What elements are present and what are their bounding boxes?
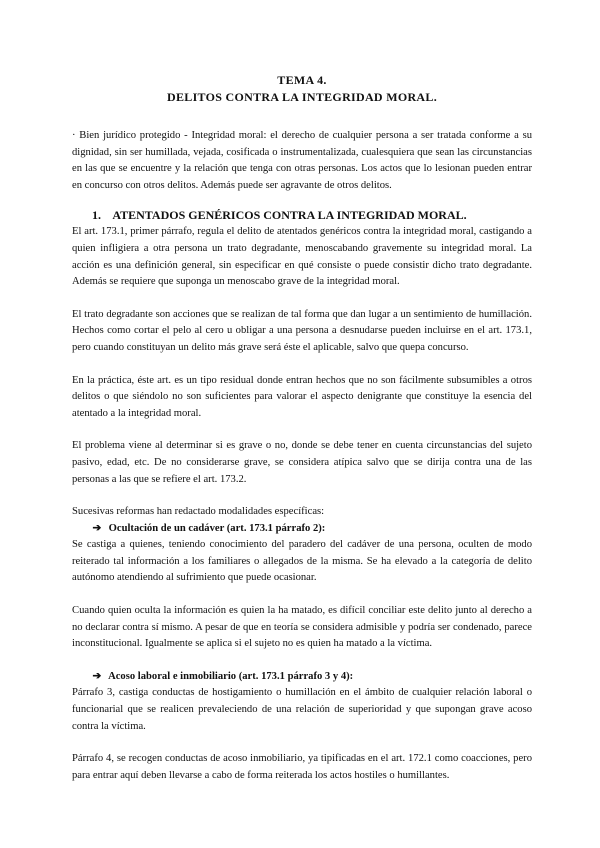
subsection-heading: [72, 669, 532, 686]
page-title: DELITOS CONTRA LA INTEGRIDAD MORAL.: [167, 90, 437, 104]
section-heading: [72, 206, 532, 224]
intro-paragraph: · Bien jurídico protegido - Integridad moral: el derecho de cualquier persona a ser tratada conforme a su dignidad, sin ser humillada, vejada, cosificada o instrumentalizada, cualesquiera que sean las circunstancias en las que se encuentre y la relación que tenga con otras personas. Los actos que lo lesionan pueden entrar en concurso con otros delitos. Además puede ser agravante de otros delitos.: [72, 130, 532, 191]
paragraph: Párrafo 3, castiga conductas de hostigamiento o humillación en el ámbito de cualquier relación laboral o funcionarial que se realicen prevaleciendo de una relación de superioridad y que supongan grave acoso contra la víctima.: [72, 687, 532, 732]
paragraph: Sucesivas reformas han redactado modalidades específicas:: [72, 506, 325, 518]
subsection-title: Ocultación de un cadáver (art. 173.1 párrafo 2):: [108, 522, 326, 534]
paragraph: Se castiga a quienes, teniendo conocimiento del paradero del cadáver de una persona, oculten de modo reiterado tal información a los familiares o allegados de la misma. Se ha elevado a la categoría de delito autónomo atendiendo al sufrimiento que puede ocasionar.: [72, 539, 532, 584]
subsection-heading: [72, 521, 532, 538]
title-block: [72, 72, 532, 106]
paragraph: El trato degradante son acciones que se realizan de tal forma que dan lugar a un sentimiento de humillación. Hechos como cortar el pelo al cero u obligar a una persona a desnudarse pueden incluirse en el art. 173.1, pero cuando constituyan un delito más grave será éste el aplicable, salvo que quepa concurso.: [72, 308, 532, 353]
section-title: ATENTADOS GENÉRICOS CONTRA LA INTEGRIDAD MORAL.: [112, 208, 467, 223]
paragraph: Párrafo 4, se recogen conductas de acoso inmobiliario, ya tipificadas en el art. 172.1 como coacciones, pero para entrar aquí deben llevarse a cabo de forma reiterada los actos hostiles o humillantes.: [72, 753, 532, 781]
subsection-title: Acoso laboral e inmobiliario (art. 173.1 párrafo 3 y 4):: [108, 670, 354, 682]
paragraph: El art. 173.1, primer párrafo, regula el delito de atentados genéricos contra la integridad moral, castigando a quien infligiera a otra persona un trato degradante, menoscabando gravemente su integridad moral. La acción es una definición general, sin especificar en qué consiste o puede consistir dicho trato degradante. Además se requiere que suponga un menoscabo grave de la integridad moral.: [72, 226, 532, 288]
section-number: 1.: [92, 208, 101, 223]
topic-number: TEMA 4.: [277, 73, 327, 87]
paragraph: El problema viene al determinar si es grave o no, donde se debe tener en cuenta circunstancias del sujeto pasivo, edad, etc. De no considerarse grave, se considera atípica salvo que se dirija contra una de las personas a las que se refiere el art. 173.2.: [72, 440, 532, 485]
paragraph: Cuando quien oculta la información es quien la ha matado, es difícil conciliar este delito junto al derecho a no declarar contra sí mismo. A pesar de que en teoría se considera admisible y podría ser condenado, parece inconstitucional. Igualmente se aplica si el sujeto no es quien ha matado a la víctima.: [72, 605, 532, 650]
arrow-icon: ➔: [92, 670, 102, 682]
arrow-icon: ➔: [92, 522, 102, 534]
paragraph: En la práctica, éste art. es un tipo residual donde entran hechos que no son fácilmente subsumibles a otros delitos o que siéndolo no son suficientes para valorar el aspecto denigrante que constituye la esencia del atentado a la integridad moral.: [72, 374, 532, 419]
